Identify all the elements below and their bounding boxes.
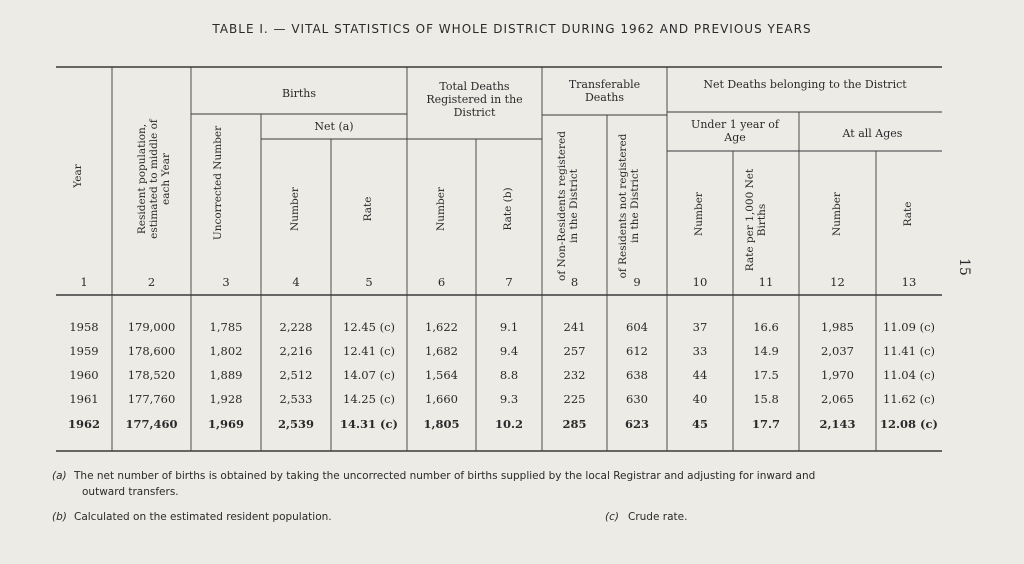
table-cell: 11.62 (c): [883, 392, 935, 406]
table-cell: 178,600: [127, 344, 176, 358]
table-cell: 1,802: [209, 344, 243, 358]
table-cell: 8.8: [499, 368, 519, 382]
table-cell: 1959: [69, 344, 99, 358]
table-cell: 1962: [67, 417, 100, 431]
header-non-residents: of Non-Residents registered in the District: [556, 131, 580, 281]
table-cell: 14.31 (c): [340, 417, 398, 431]
table-cell: 1,928: [209, 392, 243, 406]
table-cell: 12.08 (c): [880, 417, 938, 431]
table-cell: 11.04 (c): [883, 368, 935, 382]
column-number: 10: [692, 275, 708, 289]
header-population: Resident population, estimated to middle of each Year: [136, 119, 172, 239]
table-cell: 1,970: [821, 368, 854, 382]
header-all-ages-number: Number: [831, 192, 843, 236]
table-cell: 1960: [69, 368, 99, 382]
header-deaths-number: Number: [435, 187, 447, 231]
table-cell: 1,889: [209, 368, 243, 382]
table-cell: 16.6: [753, 320, 779, 334]
header-all-ages: At all Ages: [842, 127, 903, 140]
table-cell: 612: [626, 344, 648, 358]
table-cell: 17.7: [751, 417, 780, 431]
column-number: 3: [222, 275, 230, 289]
header-total-deaths: Total Deaths Registered in the District: [426, 80, 523, 119]
table-cell: 1958: [69, 320, 99, 334]
table-cell: 285: [562, 417, 587, 431]
column-number: 11: [758, 275, 774, 289]
table-cell: 177,760: [127, 392, 176, 406]
header-deaths-rate: Rate (b): [502, 187, 514, 231]
header-net: Net (a): [314, 120, 354, 133]
table-cell: 1,622: [425, 320, 458, 334]
table-cell: 15.8: [753, 392, 779, 406]
column-number: 6: [437, 275, 446, 289]
table-cell: 9.1: [499, 320, 519, 334]
column-number: 4: [292, 275, 300, 289]
header-rate-per-1000: Rate per 1,000 Net Births: [744, 168, 768, 272]
header-net-deaths: Net Deaths belonging to the District: [703, 78, 907, 91]
table-cell: 12.45 (c): [343, 320, 395, 334]
table-cell: 1,969: [207, 417, 244, 431]
header-under-1: Under 1 year of Age: [691, 118, 779, 144]
table-cell: 232: [563, 368, 586, 382]
header-all-ages-rate: Rate: [902, 201, 914, 227]
column-number: 2: [147, 275, 156, 289]
table-cell: 604: [626, 320, 648, 334]
table-cell: 2,533: [279, 392, 313, 406]
header-year: Year: [72, 164, 84, 188]
table-cell: 1,564: [425, 368, 458, 382]
table-cell: 37: [692, 320, 708, 334]
table-cell: 257: [563, 344, 586, 358]
column-number: 13: [901, 275, 917, 289]
table-cell: 225: [563, 392, 586, 406]
table-cell: 11.41 (c): [883, 344, 935, 358]
table-title: TABLE I. — VITAL STATISTICS OF WHOLE DISTRICT DURING 1962 AND PREVIOUS YEARS: [212, 22, 812, 36]
table-cell: 177,460: [125, 417, 178, 431]
table-cell: 11.09 (c): [883, 320, 935, 334]
footnote-c-mark: (c): [605, 511, 619, 523]
column-number: 7: [505, 275, 513, 289]
table-cell: 2,539: [277, 417, 314, 431]
table-cell: 638: [626, 368, 648, 382]
column-number: 1: [80, 275, 88, 289]
table-cell: 40: [692, 392, 708, 406]
column-number: 8: [570, 275, 579, 289]
header-transferable: Transferable Deaths: [568, 78, 641, 104]
table-cell: 9.3: [499, 392, 519, 406]
table-cell: 630: [626, 392, 648, 406]
header-residents: of Residents not registered in the District: [617, 133, 641, 279]
table-cell: 17.5: [753, 368, 779, 382]
footnote-b-mark: (b): [52, 511, 67, 523]
table-cell: 1,985: [821, 320, 854, 334]
table-cell: 241: [563, 320, 586, 334]
table-cell: 2,037: [821, 344, 854, 358]
table-cell: 623: [624, 417, 649, 431]
table-cell: 14.25 (c): [343, 392, 395, 406]
header-uncorrected: Uncorrected Number: [212, 125, 224, 241]
header-under1-number: Number: [693, 192, 705, 236]
table-cell: 2,065: [821, 392, 854, 406]
table-cell: 179,000: [127, 320, 176, 334]
table-cell: 12.41 (c): [343, 344, 395, 358]
table-cell: 44: [692, 368, 708, 382]
table-cell: 178,520: [127, 368, 176, 382]
table-cell: 2,143: [819, 417, 856, 431]
footnote-c-text: Crude rate.: [628, 511, 688, 523]
table-cell: 14.07 (c): [343, 368, 395, 382]
column-number: 9: [633, 275, 641, 289]
header-births: Births: [281, 87, 316, 100]
table-cell: 9.4: [499, 344, 519, 358]
footnote-b-text: Calculated on the estimated resident population.: [74, 511, 332, 523]
table-cell: 45: [691, 417, 708, 431]
table-cell: 1,682: [425, 344, 458, 358]
table-cell: 33: [692, 344, 708, 358]
table-cell: 1961: [69, 392, 99, 406]
table-cell: 2,228: [279, 320, 313, 334]
page-number: 15: [956, 258, 972, 276]
table-cell: 1,660: [425, 392, 458, 406]
footnote-a-text: The net number of births is obtained by taking the uncorrected number of births supplied by the local Registrar and adjusting for inward and: [74, 470, 816, 482]
header-births-rate: Rate: [362, 196, 374, 222]
footnote-a-text-cont: outward transfers.: [82, 486, 179, 498]
table-cell: 1,805: [423, 417, 460, 431]
table-cell: 2,216: [279, 344, 313, 358]
table-cell: 10.2: [494, 417, 523, 431]
table-cell: 1,785: [209, 320, 243, 334]
table-cell: 14.9: [753, 344, 779, 358]
column-number: 12: [830, 275, 845, 289]
table-cell: 2,512: [279, 368, 313, 382]
footnote-a-mark: (a): [52, 470, 67, 482]
header-births-number: Number: [289, 187, 301, 231]
column-number: 5: [365, 275, 373, 289]
